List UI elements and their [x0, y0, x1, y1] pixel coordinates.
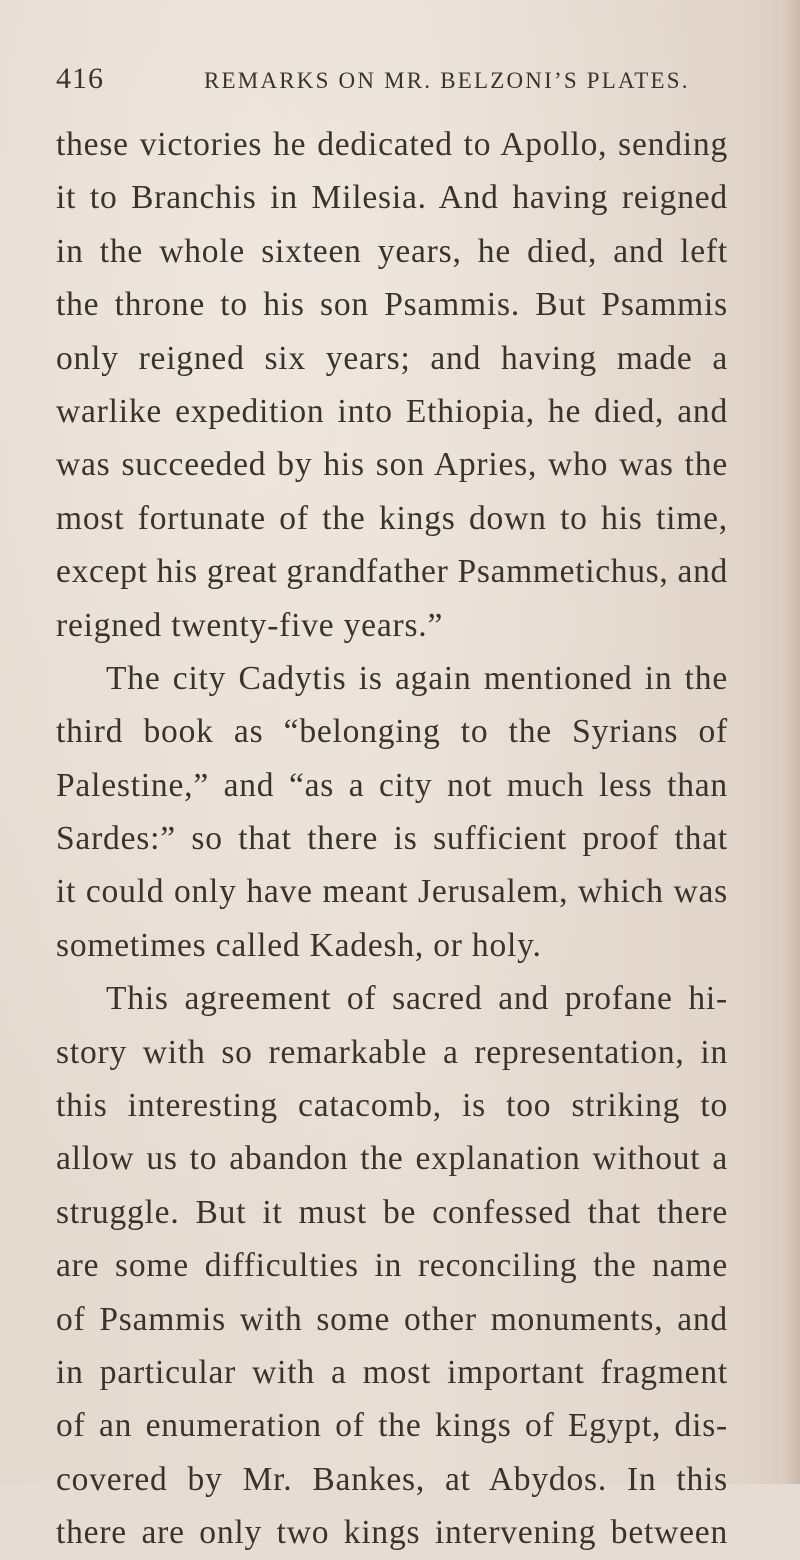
- running-head: REMARKS ON MR. BELZONI’S PLATES.: [204, 68, 690, 93]
- text-line: sometimes called Kadesh, or holy.: [56, 926, 542, 964]
- body-text: [56, 118, 728, 1560]
- text-line: in particular with a most important fragment: [56, 1353, 728, 1391]
- paragraph-start-line: This agreement of sacred and profane hi-: [106, 980, 728, 1018]
- text-line: struggle. But it must be confessed that there: [56, 1193, 728, 1231]
- page-number: 416: [56, 62, 104, 95]
- text-line: warlike expedition into Ethiopia, he died, and: [56, 392, 728, 430]
- paragraph-start-line: The city Cadytis is again mentioned in the: [106, 659, 728, 697]
- text-line: covered by Mr. Bankes, at Abydos. In this: [56, 1460, 728, 1498]
- page-edge-shadow: [782, 0, 800, 1484]
- text-line: it to Branchis in Milesia. And having reigned: [56, 179, 728, 217]
- text-line: there are only two kings intervening between: [56, 1514, 728, 1552]
- text-line: third book as “belonging to the Syrians of: [56, 713, 728, 751]
- page-header: [56, 62, 736, 102]
- text-line: of Psammis with some other monuments, and: [56, 1300, 728, 1338]
- text-line: this interesting catacomb, is too striking to: [56, 1087, 728, 1125]
- text-line: was succeeded by his son Apries, who was the: [56, 446, 728, 484]
- text-line: these victories he dedicated to Apollo, sending: [56, 126, 728, 163]
- text-line: story with so remarkable a representation, in: [56, 1033, 728, 1071]
- text-line: it could only have meant Jerusalem, which was: [56, 873, 728, 911]
- text-line: Sardes:” so that there is sufficient proof that: [56, 820, 728, 858]
- text-line: most fortunate of the kings down to his time,: [56, 499, 728, 537]
- text-line: only reigned six years; and having made a: [56, 339, 728, 377]
- text-line: Palestine,” and “as a city not much less than: [56, 766, 728, 804]
- text-line: the throne to his son Psammis. But Psammis: [56, 286, 728, 324]
- text-line: except his great grandfather Psammetichus, and: [56, 553, 728, 591]
- text-line: are some difficulties in reconciling the name: [56, 1247, 728, 1285]
- text-line: in the whole sixteen years, he died, and left: [56, 232, 728, 270]
- text-line: of an enumeration of the kings of Egypt, dis-: [56, 1407, 728, 1445]
- text-line: allow us to abandon the explanation without a: [56, 1140, 728, 1178]
- text-line: reigned twenty-five years.”: [56, 606, 444, 644]
